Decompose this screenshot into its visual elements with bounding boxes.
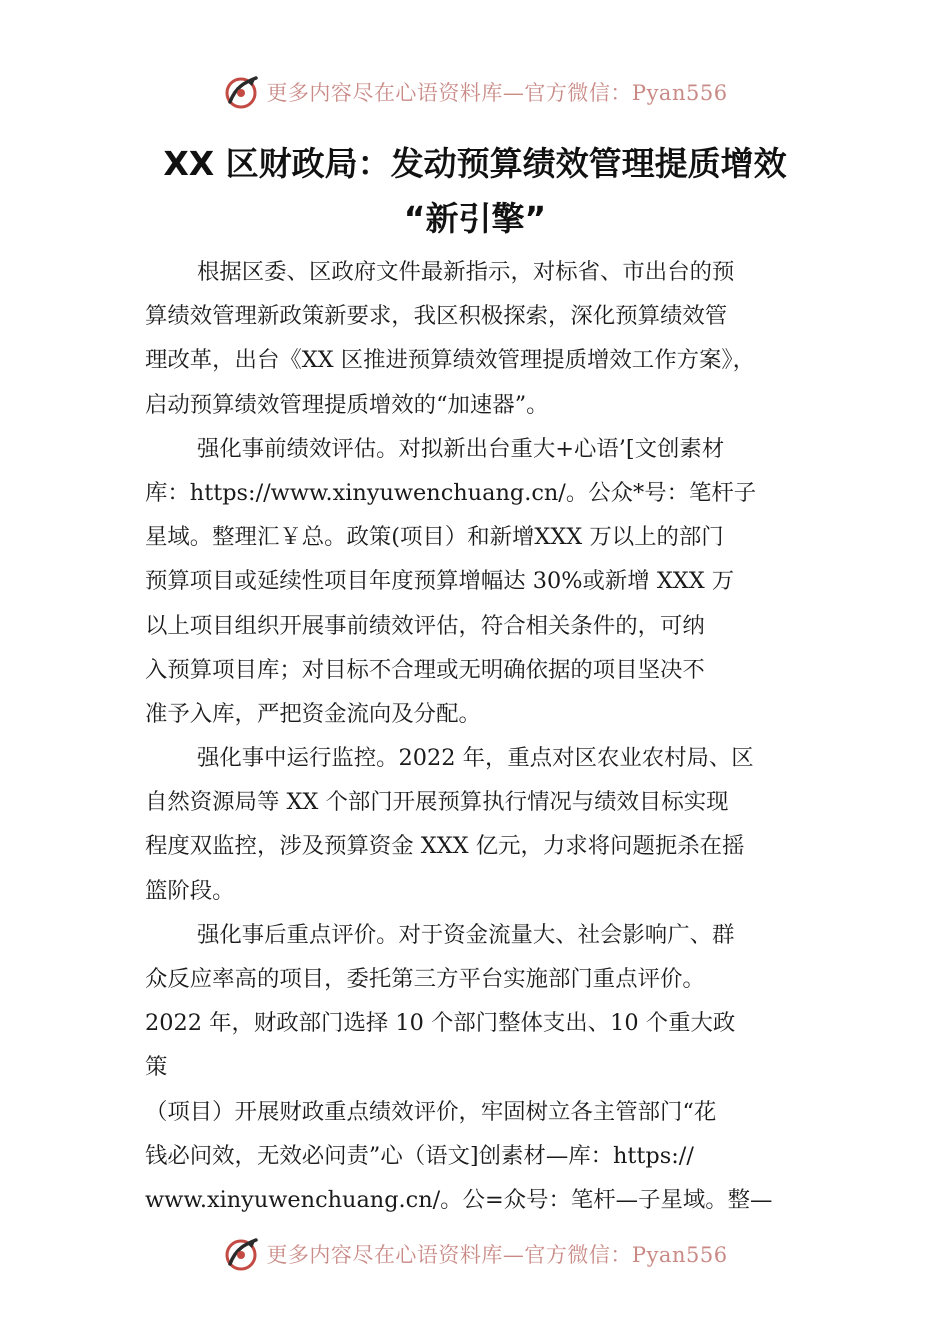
paragraph-line: 库：https://www.xinyuwenchuang.cn/。公众*号：笔杆子 [145, 479, 757, 506]
paragraph-line: 算绩效管理新政策新要求，我区积极探索，深化预算绩效管 [145, 303, 728, 330]
watermark-text: 更多内容尽在心语资料库—官方微信：Pyan556 [266, 1243, 728, 1267]
paragraph-line: 众反应率高的项目，委托第三方平台实施部门重点评价。 [145, 966, 705, 992]
paragraph-line: www.xinyuwenchuang.cn/。公=众号：笔杆—子星域。整— [145, 1186, 773, 1213]
page-title-line-1: XX 区财政局：发动预算绩效管理提质增效 [163, 144, 787, 183]
paragraph-line: 入预算项目库；对目标不合理或无明确依据的项目坚决不 [145, 656, 705, 683]
paragraph-line: 准予入库，严把资金流向及分配。 [145, 700, 481, 727]
paragraph-line: （项目）开展财政重点绩效评价，牢固树立各主管部门“花 [145, 1098, 717, 1125]
paragraph-line: 根据区委、区政府文件最新指示，对标省、市出台的预 [197, 259, 735, 285]
paragraph-line: 以上项目组织开展事前绩效评估，符合相关条件的，可纳 [145, 612, 705, 639]
paragraph-line: 预算项目或延续性项目年度预算增幅达 30%或新增 XXX 万 [145, 568, 735, 595]
paragraph-line: 钱必问效，无效必问责”心（语文]创素材—库：https:// [145, 1142, 694, 1169]
paragraph-line: 篮阶段。 [145, 877, 235, 904]
paragraph-line: 自然资源局等 XX 个部门开展预算执行情况与绩效目标实现 [145, 789, 729, 816]
brand-logo-icon [222, 72, 262, 112]
paragraph-line: 启动预算绩效管理提质增效的“加速器”。 [145, 391, 549, 418]
paragraph-line: 理改革，出台《XX 区推进预算绩效管理提质增效工作方案》， [145, 347, 755, 374]
page-title-line-2: “新引擎” [403, 199, 547, 238]
article-body [145, 250, 810, 1222]
paragraph-line: 星域。整理汇￥总。政策(项目）和新增XXX 万以上的部门 [145, 524, 724, 551]
paragraph-line: 策 [145, 1054, 168, 1081]
paragraph-line: 强化事前绩效评估。对拟新出台重大+心语’[文创素材 [197, 435, 725, 462]
paragraph-line: 程度双监控，涉及预算资金 XXX 亿元，力求将问题扼杀在摇 [145, 833, 745, 860]
brand-logo-icon [222, 1234, 262, 1274]
paragraph-line: 强化事后重点评价。对于资金流量大、社会影响广、群 [197, 921, 735, 948]
footer-watermark-banner [0, 1232, 950, 1276]
header-watermark-banner [0, 70, 950, 114]
paragraph-line: 2022 年，财政部门选择 10 个部门整体支出、10 个重大政 [145, 1010, 736, 1037]
watermark-text: 更多内容尽在心语资料库—官方微信：Pyan556 [266, 81, 728, 105]
paragraph-line: 强化事中运行监控。2022 年，重点对区农业农村局、区 [197, 745, 754, 772]
